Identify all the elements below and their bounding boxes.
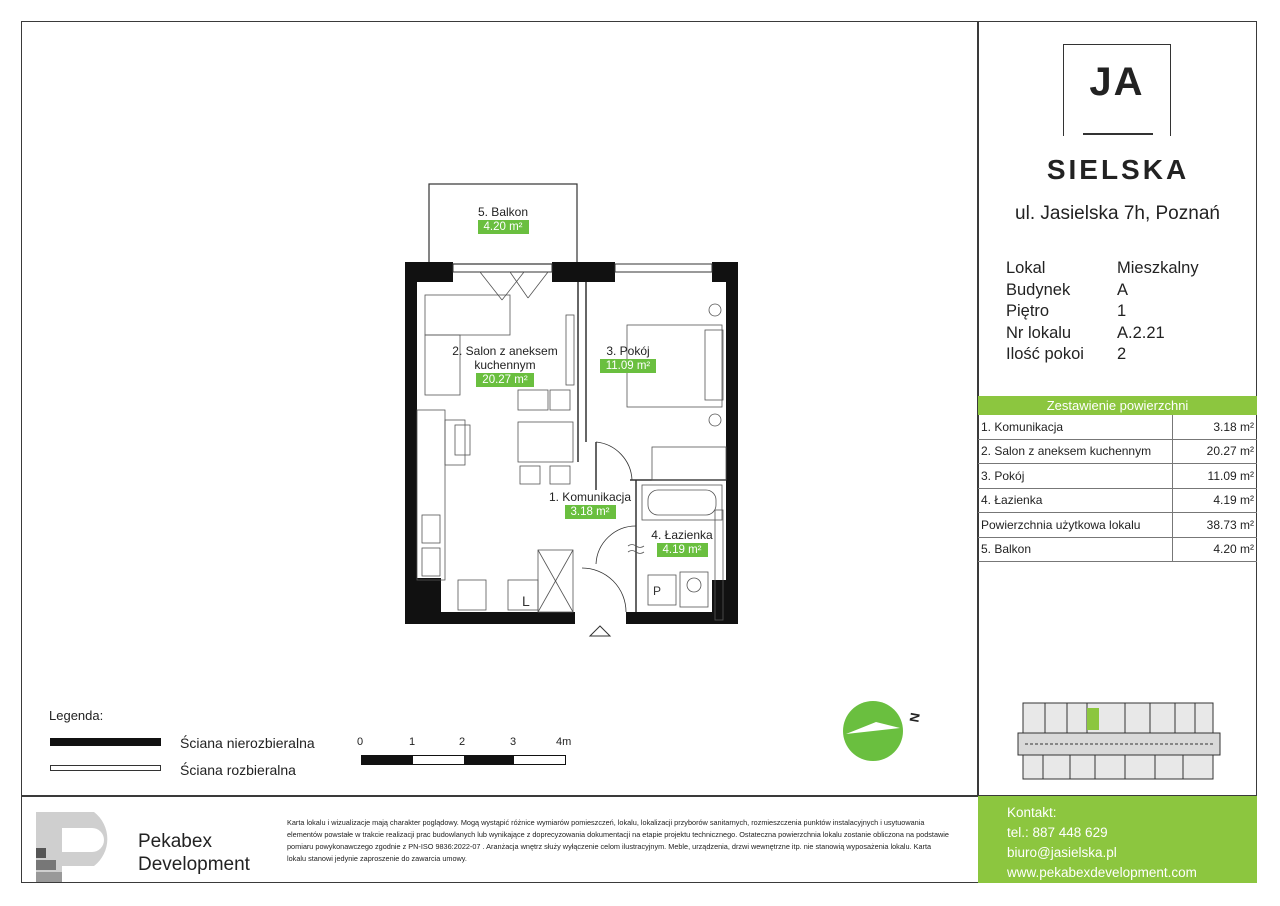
row-area: 4.20 m² [1173,537,1258,562]
brand-mark: JA [1089,60,1145,104]
room-area-badge: 4.19 m² [657,543,708,557]
info-value: A [1117,280,1129,299]
brand-name: SIELSKA [1046,154,1190,185]
compass-north-label: N [906,711,923,724]
compass-icon [842,700,904,762]
row-area: 38.73 m² [1173,513,1258,538]
info-key: Budynek [1006,280,1071,299]
pekabex-logo-icon [36,812,132,882]
row-name: 3. Pokój [978,464,1173,489]
scale-bar [361,755,566,765]
highlighted-unit [1087,708,1099,730]
legend-swatch-load-bearing [50,738,161,746]
info-key: Piętro [1006,302,1050,320]
developer-line1: Pekabex [138,831,212,852]
info-key: Ilość pokoi [1006,345,1084,363]
contact-phone[interactable]: tel.: 887 448 629 [1007,825,1108,840]
room-komunikacja [540,490,640,519]
info-row [1006,258,1199,280]
info-value: 1 [1117,302,1127,320]
room-name: 5. Balkon [477,205,529,219]
room-area-badge: 4.20 m² [478,220,529,234]
scale-label: 3 [510,736,517,748]
info-value: A.2.21 [1117,323,1165,342]
room-name: 2. Salon z aneksem [452,344,558,358]
table-row [978,439,1257,464]
brand-bar [1083,133,1153,135]
contact-web[interactable]: www.pekabexdevelopment.com [1007,865,1197,880]
room-name: 3. Pokój [606,344,650,358]
room-name: kuchennym [474,358,536,372]
row-name: Powierzchnia użytkowa lokalu [978,513,1173,538]
table-row [978,513,1257,538]
row-area: 4.19 m² [1173,488,1258,513]
address: ul. Jasielska 7h, Poznań [1015,203,1220,224]
row-name: 2. Salon z aneksem kuchennym [978,439,1173,464]
row-name: 1. Komunikacja [978,415,1173,439]
room-area-badge: 3.18 m² [565,505,616,519]
scale-label: 4m [556,736,572,748]
floor-plan [400,180,745,645]
table-row [978,415,1257,439]
developer-line2: Development [138,854,250,875]
legend-label-load-bearing: Ściana nierozbieralna [180,735,315,751]
room-lazienka [644,528,720,557]
table-row [978,464,1257,489]
table-row [978,488,1257,513]
row-name: 5. Balkon [978,537,1173,562]
area-summary-title: Zestawienie powierzchni [978,396,1257,415]
legend-label-removable: Ściana rozbieralna [180,762,296,778]
area-summary-table [978,396,1257,562]
info-row [1006,323,1199,345]
info-key: Nr lokalu [1006,323,1072,342]
info-value: 2 [1117,345,1127,363]
room-balkon [448,205,558,234]
room-area-badge: 20.27 m² [476,373,533,387]
scale-label: 0 [357,736,364,748]
unit-info [1006,258,1199,366]
contact-title: Kontakt: [1007,805,1057,820]
row-area: 11.09 m² [1173,464,1258,489]
info-value: Mieszkalny [1117,259,1199,277]
room-name: 1. Komunikacja [548,490,632,504]
building-key-plan [1015,700,1227,782]
scale-label: 1 [409,736,416,748]
row-area: 3.18 m² [1173,415,1258,439]
room-area-badge: 11.09 m² [600,359,657,373]
info-key: Lokal [1006,259,1046,277]
room-name: 4. Łazienka [651,528,713,542]
developer-name [138,830,250,876]
room-salon [440,344,570,387]
info-row [1006,344,1199,366]
table-row [978,537,1257,562]
info-row [1006,280,1199,302]
washer-label: P [653,584,662,598]
info-row [1006,301,1199,323]
contact-box [978,796,1257,883]
scale-label: 2 [459,736,466,748]
row-area: 20.27 m² [1173,439,1258,464]
room-pokoj [590,344,666,373]
legend-title: Legenda: [49,708,104,723]
fridge-label: L [522,593,530,609]
contact-email[interactable]: biuro@jasielska.pl [1007,845,1117,860]
legend-swatch-removable [50,765,161,771]
disclaimer: Karta lokalu i wizualizacje mają charakter poglądowy. Mogą wystąpić różnice wymiarów pomieszczeń, lokalu, lokalizacji przyborów sanitarnych, rozmieszczenia punktów instalacyjnych i usytuowania elementów powstałe w trakcie realizacji prac budowlanych lub wynikające z doprecyzowania dokumentacji na etapie projektu technicznego. Ostateczna powierzchnia lokalu zostanie obliczona na podstawie pomiaru powykonawczego zgodnie z PN-ISO 9836:2022-07 . Aranżacja wnętrz służy wyłączenie celom ilustracyjnym. Meble, urządzenia, drzwi wewnętrzne itp. nie stanowią wyposażenia lokalu. Karta lokalu stanowi jedynie zaproszenie do zawarcia umowy. [287,818,949,863]
row-name: 4. Łazienka [978,488,1173,513]
entrance-arrow-icon [590,626,610,636]
